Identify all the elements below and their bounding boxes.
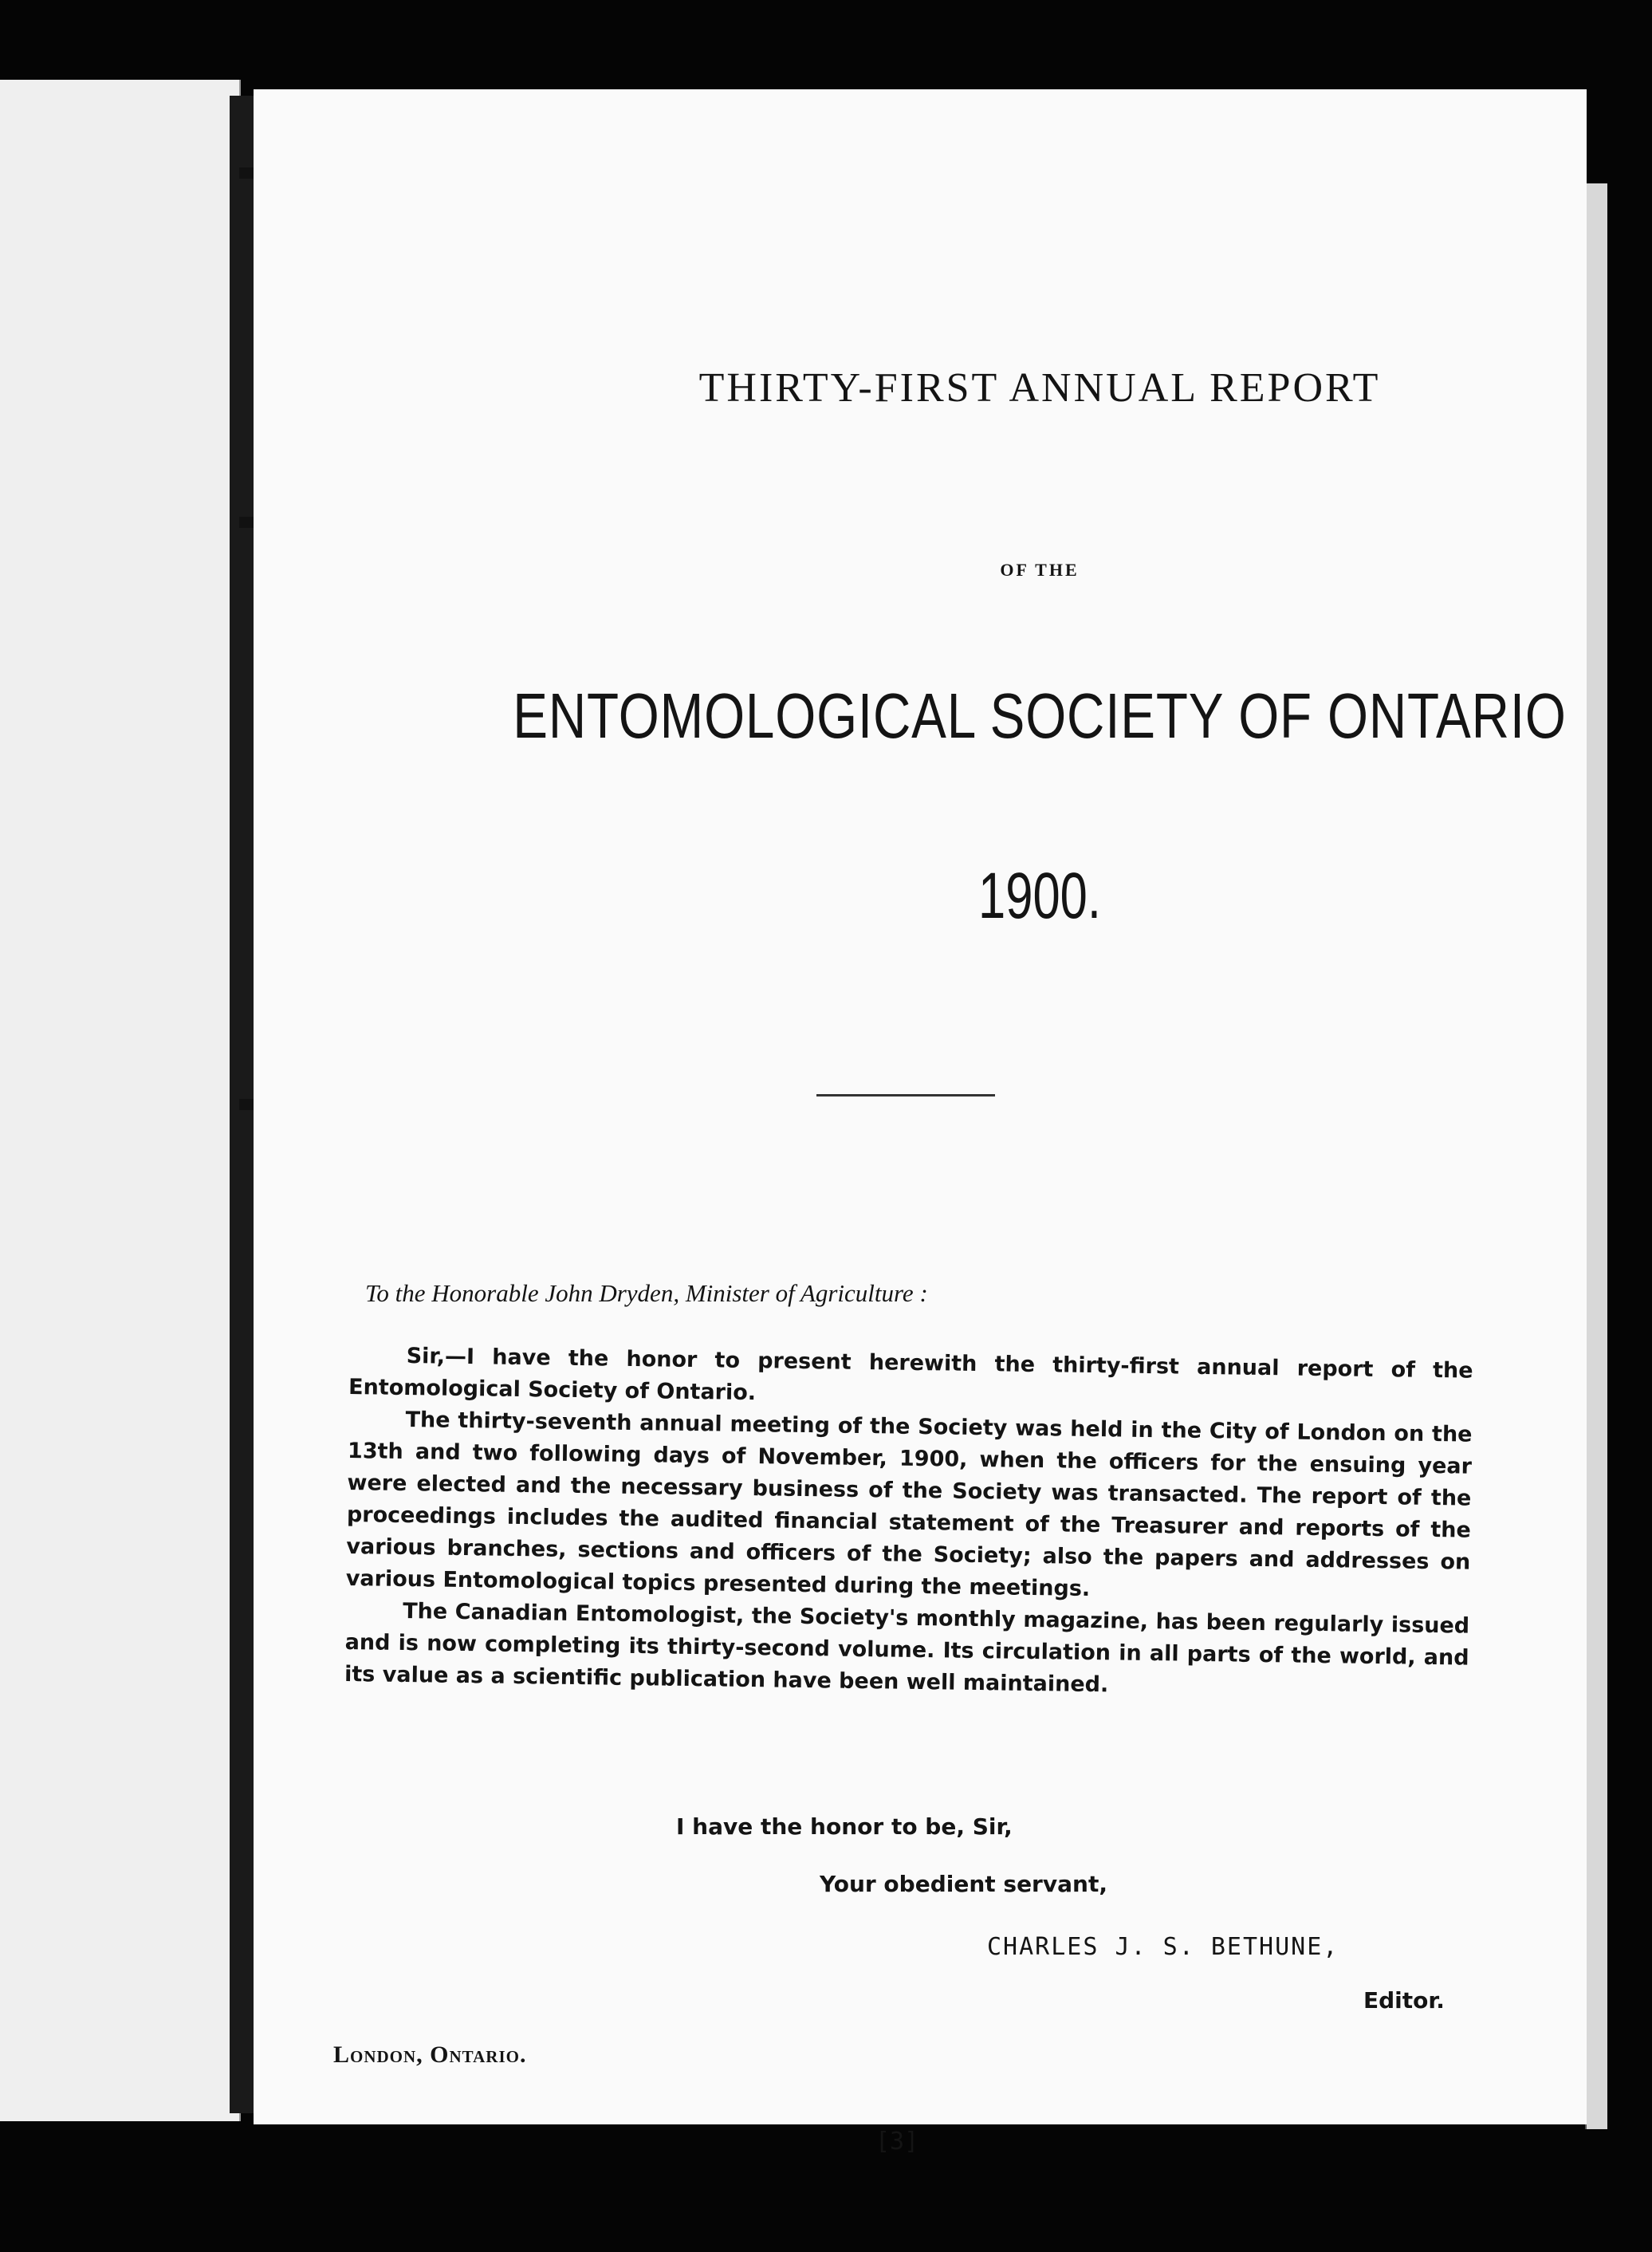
page-fore-edge bbox=[1585, 183, 1607, 2129]
report-title: THIRTY-FIRST ANNUAL REPORT bbox=[698, 365, 1381, 411]
letter-paragraph: The thirty-seventh annual meeting of the Society was held in the City of London on the 13th and two following days of November, 1900, when the officers for the ensuing year were elected and the necessary business of the Society was transacted. The report of the proceedings includes the audited financial statement of the Treasurer and reports of the various branches, sections and officers of the Society; also the papers and addresses on various Entomological topics presented during the meetings. bbox=[345, 1407, 1473, 1602]
report-year: 1900. bbox=[978, 860, 1101, 932]
title-page bbox=[254, 89, 1587, 2156]
letter-closing: I have the honor to be, Sir, bbox=[676, 1813, 1013, 1840]
signature-role: Editor. bbox=[1363, 1987, 1445, 2014]
signature-name: CHARLES J. S. BETHUNE, bbox=[987, 1933, 1339, 1961]
letter-body bbox=[344, 1340, 1473, 1707]
letter-address: To the Honorable John Dryden, Minister of Agriculture : bbox=[365, 1279, 928, 1307]
society-name: ENTOMOLOGICAL SOCIETY OF ONTARIO bbox=[513, 680, 1567, 751]
letter-place: London, Ontario. bbox=[333, 2041, 527, 2068]
letter-paragraph: The Canadian Entomologist, the Society's monthly magazine, has been regularly issued and is now completing its thirty-second volume. Its circulation in all parts of the world, and its value as a scientific publication have been well maintained. bbox=[344, 1598, 1470, 1698]
left-page-edge bbox=[0, 80, 241, 2121]
letter-paragraph: Sir,—I have the honor to present herewith the thirty-first annual report of the Entomological Society of Ontario. bbox=[348, 1344, 1473, 1406]
title-divider bbox=[816, 1094, 995, 1096]
page-number: [3] bbox=[875, 2128, 919, 2156]
report-connector: OF THE bbox=[1000, 560, 1080, 580]
letter-valediction: Your obedient servant, bbox=[820, 1871, 1107, 1897]
